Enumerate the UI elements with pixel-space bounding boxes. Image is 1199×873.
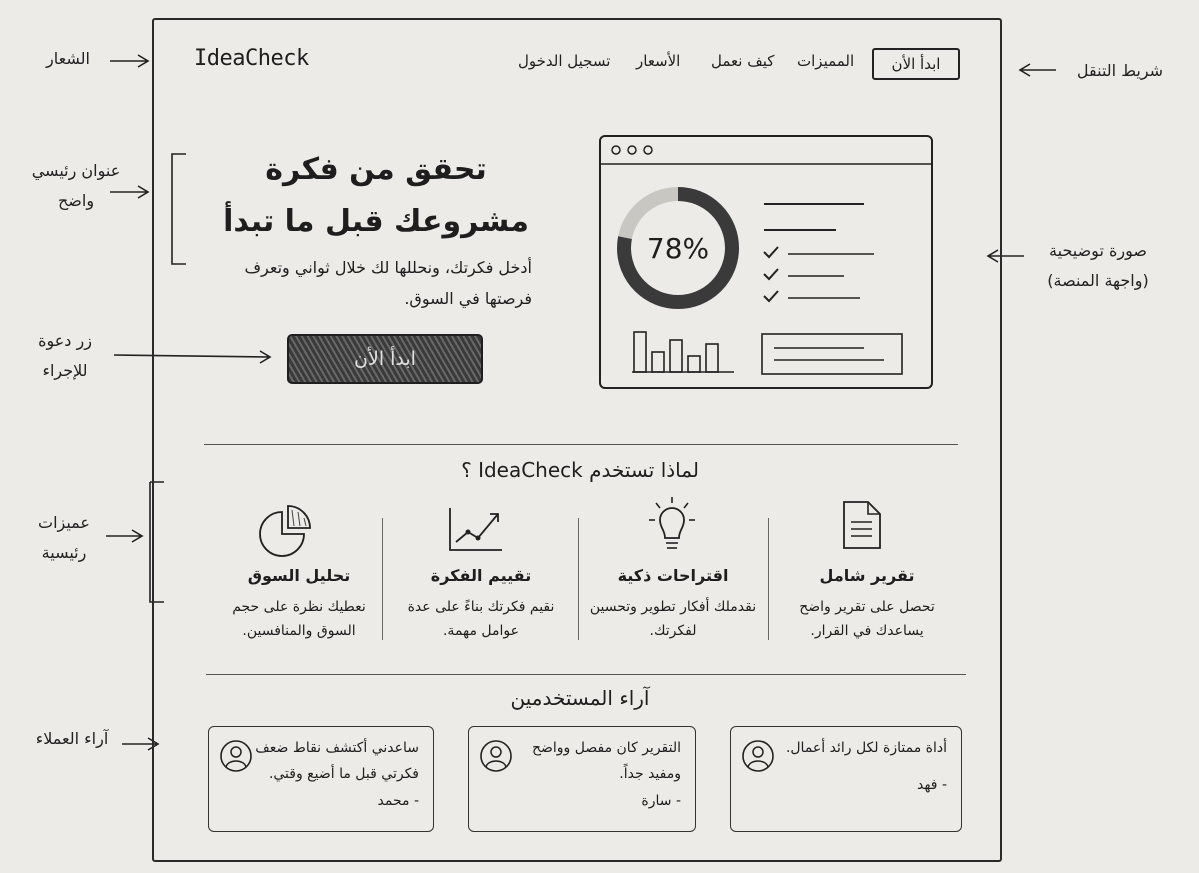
- testimonial-author: - محمد: [377, 793, 419, 809]
- testimonial-quote: التقرير كان مفصل وواضح ومفيد جداً.: [531, 740, 681, 782]
- arrow-left-icon: [1016, 62, 1058, 78]
- feature-description: نقيم فكرتك بناءً على عدة عوامل مهمة.: [407, 599, 555, 639]
- nav-item-pricing[interactable]: الأسعار: [636, 52, 681, 70]
- feature-title: تحليل السوق: [247, 566, 351, 585]
- annotation-logo: الشعار: [46, 49, 90, 68]
- pie-chart-icon: [258, 504, 314, 558]
- testimonial-author: - فهد: [917, 777, 947, 793]
- annotation-features-line1: عميزات: [38, 513, 90, 532]
- nav-item-features[interactable]: المميزات: [797, 52, 855, 70]
- feature-card: [214, 566, 384, 643]
- annotation-navbar: شريط التنقل: [1076, 61, 1164, 80]
- user-avatar-icon: [479, 739, 513, 773]
- annotation-testimonials: آراء العملاء: [35, 729, 109, 748]
- arrow-right-icon: [108, 184, 152, 200]
- annotation-illustration-line2: (واجهة المنصة): [1047, 271, 1149, 290]
- nav-item-login[interactable]: تسجيل الدخول: [518, 52, 611, 70]
- hero-start-button[interactable]: ابدأ الأن: [287, 334, 483, 384]
- feature-card: [396, 566, 566, 643]
- testimonial-quote: أداة ممتازة لكل رائد أعمال.: [785, 740, 947, 756]
- user-avatar-icon: [741, 739, 775, 773]
- testimonial-card: [208, 726, 434, 832]
- feature-description: نعطيك نظرة على حجم السوق والمنافسين.: [232, 599, 366, 639]
- divider: [204, 444, 958, 445]
- document-icon: [842, 500, 884, 552]
- lightbulb-icon: [648, 496, 696, 556]
- feature-description: تحصل على تقرير واضح يساعدك في القرار.: [799, 599, 935, 639]
- testimonial-card: [730, 726, 962, 832]
- divider: [768, 518, 769, 640]
- arrow-right-icon: [108, 52, 152, 68]
- feature-title: اقتراحات ذكية: [617, 566, 729, 585]
- annotation-features-line2: رئيسية: [41, 543, 87, 562]
- annotation-headline-line2: واضح: [57, 191, 95, 210]
- testimonial-card: [468, 726, 696, 832]
- feature-title: تقرير شامل: [819, 566, 915, 585]
- annotation-illustration: [1018, 236, 1178, 296]
- annotation-headline-line1: عنوان رئيسي: [31, 161, 121, 180]
- user-avatar-icon: [219, 739, 253, 773]
- feature-card: [588, 566, 758, 643]
- divider: [382, 518, 383, 640]
- testimonials-title: آراء المستخدمين: [510, 686, 650, 710]
- hero-subtitle: أدخل فكرتك، ونحللها لك خلال ثواني وتعرف فرصتها في السوق.: [244, 258, 532, 308]
- feature-description: نقدملك أفكار تطوير وتحسين لفكرتك.: [589, 599, 757, 639]
- annotation-cta-line2: للإجراء: [42, 361, 88, 380]
- annotation-illustration-line1: صورة توضيحية: [1049, 241, 1147, 260]
- testimonial-author: - سارة: [641, 793, 681, 809]
- testimonial-quote: ساعدني أكتشف نقاط ضعف فكرتي قبل ما أضيع وقتي.: [255, 740, 419, 782]
- nav-item-how-it-works[interactable]: كيف نعمل: [711, 52, 775, 70]
- line-chart-icon: [448, 506, 504, 554]
- annotation-features: [24, 508, 104, 568]
- logo[interactable]: IdeaCheck: [194, 46, 309, 71]
- feature-card: [782, 566, 952, 643]
- arrow-right-icon: [104, 528, 146, 544]
- score-text: 78%: [646, 232, 710, 265]
- feature-title: تقييم الفكرة: [430, 566, 532, 585]
- annotation-cta-line1: زر دعوة: [38, 331, 92, 350]
- platform-mockup: [598, 134, 936, 392]
- why-section-title: لماذا تستخدم IdeaCheck ؟: [461, 458, 699, 482]
- divider: [206, 674, 966, 675]
- annotation-cta: [20, 326, 110, 386]
- hero-title: تحقق من فكرة مشروعك قبل ما تبدأ: [223, 152, 529, 239]
- nav-start-button[interactable]: ابدأ الأن: [872, 48, 960, 80]
- divider: [578, 518, 579, 640]
